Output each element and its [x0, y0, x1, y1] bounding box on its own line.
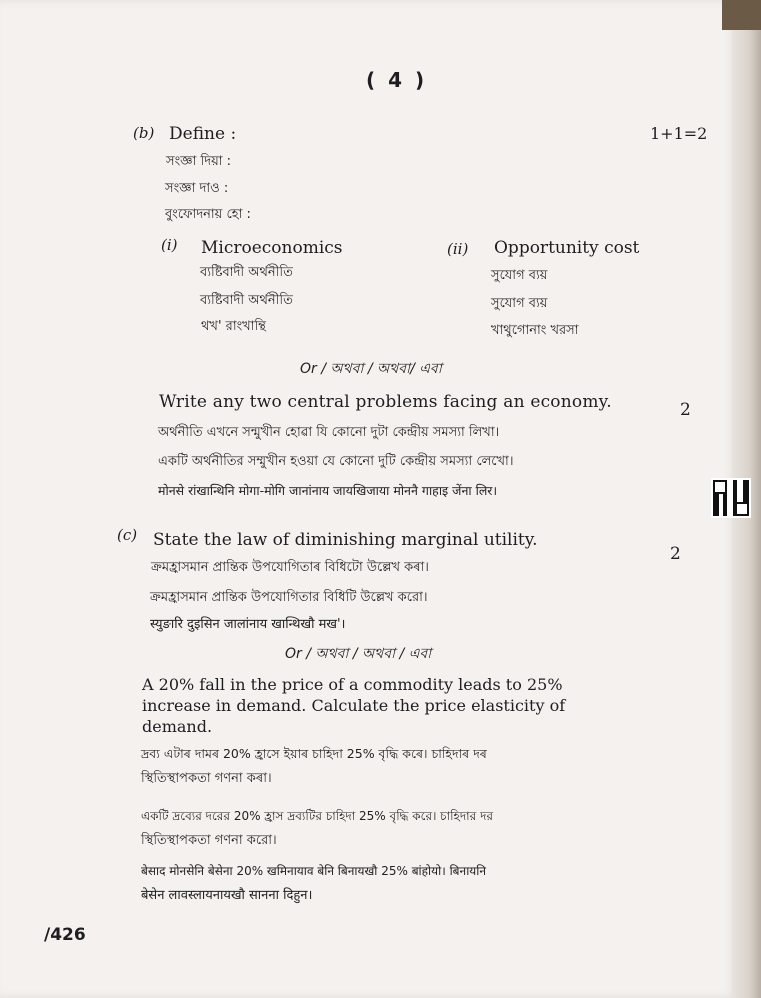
question-c-alternative-line-1: A 20% fall in the price of a commodity leads to 25% [142, 675, 563, 694]
question-b-alternative: Write any two central problems facing an economy. [159, 392, 612, 412]
item-ii-term: Opportunity cost [494, 238, 640, 258]
page-number: ( 4 ) [366, 68, 428, 92]
question-b-alt-translation-2: একটি অর্থনীতির সম্মুখীন হওয়া যে কোনো দুটি কেন্দ্রীয় সমস্যা লেখো। [158, 454, 514, 469]
question-c-translation-2: ক্রমহ্রাসমান প্রান্তিক উপযোগিতার বিধিটি উল্লেখ করো। [150, 590, 428, 605]
question-b-translation-3: বুংফোদনায় হো : [165, 207, 251, 222]
question-c-alt-translation-1: দ্ৰব্য এটাৰ দামৰ 20% হ্ৰাসে ইয়াৰ চাহিদা 25% বৃদ্ধি কৰে। চাহিদাৰ দৰ [141, 746, 487, 761]
or-divider-c: Or / অথবা / অথবা / এবা [285, 646, 432, 662]
item-ii-translation-1: সুযোগ ব্যয় [491, 268, 548, 283]
question-b-translation-1: সংজ্ঞা দিয়া : [166, 154, 232, 169]
question-c-alternative-line-3: demand. [142, 717, 213, 736]
question-c-alt-translation-2: স্থিতিস্থাপকতা গণনা কৰা। [141, 771, 272, 786]
item-i-translation-1: ব্যষ্টিবাদী অৰ্থনীতি [200, 265, 293, 280]
question-c-alt-translation-4: স্থিতিস্থাপকতা গণনা করো। [141, 833, 277, 848]
or-divider-b: Or / অথবা / অথবা/ এবা [300, 361, 442, 377]
background-corner [722, 0, 761, 30]
question-c-translation-1: ক্ৰমহ্ৰাসমান প্ৰান্তিক উপযোগিতাৰ বিধিটো উল্লেখ কৰা। [151, 560, 429, 575]
question-b-prompt: Define : [169, 124, 237, 144]
question-c-alt-translation-5: बेसाद मोनसेनि बेसेना 20% खमिनायाव बेनि बिनायखौ 25% बांहोयो। बिनायनि [141, 864, 487, 878]
question-b-alt-translation-3: मोनसे रांखान्थिनि मोगा-मोगि जानांनाय जायखिजाया मोननै गाहाइ जेंना लिर। [158, 483, 498, 498]
question-c-alternative-line-2: increase in demand. Calculate the price elasticity of [142, 696, 566, 715]
item-i-term: Microeconomics [201, 238, 343, 258]
question-b-label: (b) [133, 124, 155, 142]
item-ii-translation-3: খাথুগোনাং খরসা [491, 323, 579, 338]
question-c-label: (c) [117, 526, 138, 544]
paper-code: /426 [44, 925, 86, 945]
question-c-alt-translation-3: একটি দ্রব্যের দরের 20% হ্রাস দ্রব্যটির চাহিদা 25% বৃদ্ধি করে। চাহিদার দর [141, 809, 493, 823]
question-b-alternative-marks: 2 [680, 400, 691, 420]
question-c-alt-translation-6: बेसेन लावस्लायनायखौ सानना दिहुन। [141, 888, 313, 903]
question-b-alt-translation-1: অৰ্থনীতি এখনে সন্মুখীন হোৱা যি কোনো দুটা কেন্দ্ৰীয় সমস্যা লিখা। [158, 425, 500, 440]
item-i-label: (i) [161, 236, 178, 254]
question-b-translation-2: সংজ্ঞা দাও : [165, 181, 229, 196]
item-i-translation-2: ব্যষ্টিবাদী অর্থনীতি [200, 293, 293, 308]
question-c-marks: 2 [670, 544, 681, 564]
item-i-translation-3: থখ' রাংখান্থি [201, 319, 266, 334]
question-b-marks: 1+1=2 [650, 124, 708, 143]
qr-code [713, 480, 749, 516]
question-c-translation-3: स्युङारि दुइसिन जालांनाय खान्थिखौ मख'। [150, 617, 346, 632]
question-c-text: State the law of diminishing marginal utility. [153, 530, 538, 550]
item-ii-translation-2: সুযোগ ব্যয় [491, 296, 548, 311]
item-ii-label: (ii) [447, 240, 469, 258]
